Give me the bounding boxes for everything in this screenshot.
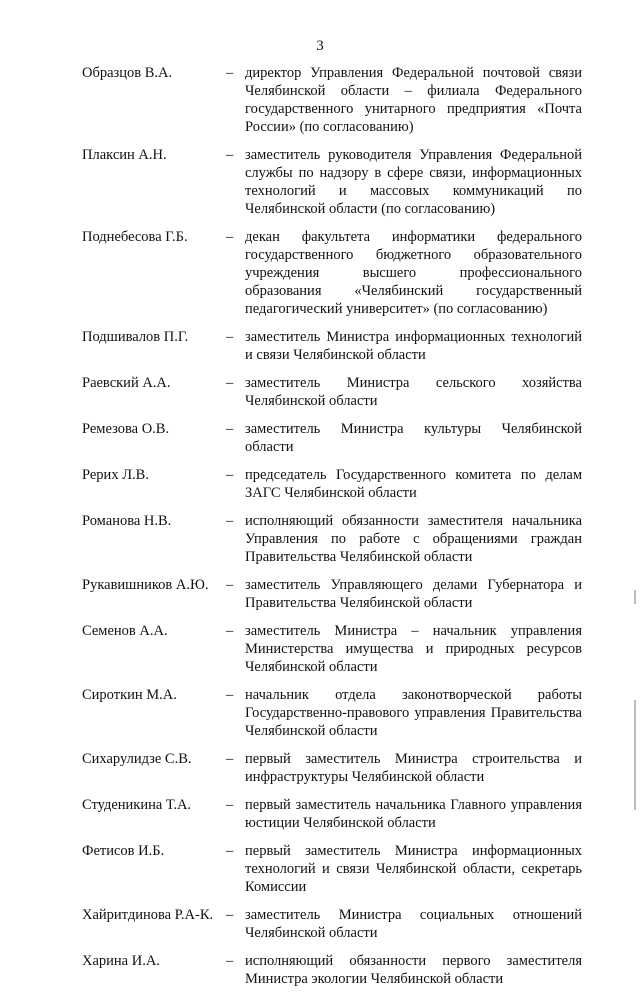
list-item [0,328,640,364]
scan-margin-mark [634,590,636,604]
member-position: заместитель Министра – начальник управления Министерства имущества и природных ресурсов Челябинской области [245,623,582,675]
member-name: Семенов А.А. [82,623,168,639]
member-name: Студеникина Т.А. [82,797,192,813]
member-name: Поднебесова Г.Б. [82,229,188,245]
member-name: Рукавишников А.Ю. [82,577,209,593]
member-position: заместитель Министра социальных отношений Челябинской области [245,907,582,941]
dash-separator: – [226,687,234,703]
dash-separator: – [226,513,234,529]
member-name: Сироткин М.А. [82,687,177,703]
dash-separator: – [226,421,234,437]
list-item [0,228,640,318]
page-number: 3 [316,38,324,54]
member-name: Подшивалов П.Г. [82,329,189,345]
member-name: Сихарулидзе С.В. [82,751,192,767]
member-position: директор Управления Федеральной почтовой связи Челябинской области – филиала Федерального государственного унитарного предприятия «Почта России» (по согласованию) [245,65,582,135]
member-position: первый заместитель Министра информационных технологий и связи Челябинской области, секретарь Комиссии [245,843,582,895]
dash-separator: – [226,797,234,813]
dash-separator: – [226,147,234,163]
list-item [0,420,640,456]
list-item [0,64,640,136]
dash-separator: – [226,329,234,345]
member-name: Образцов В.А. [82,65,173,81]
member-name: Рерих Л.В. [82,467,149,483]
member-name: Плаксин А.Н. [82,147,167,163]
member-position: первый заместитель Министра строительства и инфраструктуры Челябинской области [245,751,582,785]
member-position: заместитель руководителя Управления Федеральной службы по надзору в сфере связи, информационных технологий и массовых коммуникаций по Челябинской области (по согласованию) [245,147,582,217]
dash-separator: – [226,467,234,483]
member-name: Ремезова О.В. [82,421,170,437]
list-item [0,952,640,988]
member-position: заместитель Министра культуры Челябинской области [245,421,582,455]
member-position: начальник отдела законотворческой работы Государственно-правового управления Правительства Челябинской области [245,687,582,739]
member-position: первый заместитель начальника Главного управления юстиции Челябинской области [245,797,582,831]
dash-separator: – [226,65,234,81]
member-position: заместитель Управляющего делами Губернатора и Правительства Челябинской области [245,577,582,611]
list-item [0,750,640,786]
list-item [0,512,640,566]
dash-separator: – [226,623,234,639]
list-item [0,796,640,832]
list-item [0,576,640,612]
dash-separator: – [226,907,234,923]
list-item [0,374,640,410]
member-name: Харина И.А. [82,953,160,969]
list-item [0,842,640,896]
list-item [0,622,640,676]
member-position: заместитель Министра информационных технологий и связи Челябинской области [245,329,582,363]
list-item [0,146,640,218]
member-position: председатель Государственного комитета по делам ЗАГС Челябинской области [245,467,582,501]
member-name: Раевский А.А. [82,375,171,391]
list-item [0,466,640,502]
dash-separator: – [226,751,234,767]
dash-separator: – [226,577,234,593]
dash-separator: – [226,229,234,245]
members-list [0,64,640,998]
member-position: заместитель Министра сельского хозяйства Челябинской области [245,375,582,409]
dash-separator: – [226,843,234,859]
dash-separator: – [226,953,234,969]
member-name: Романова Н.В. [82,513,172,529]
member-position: декан факультета информатики федерального государственного бюджетного образовательного учреждения высшего профессионального образования «Челябинский государственный педагогический университет» (по согласованию) [245,229,582,317]
dash-separator: – [226,375,234,391]
member-name: Хайритдинова Р.А-К. [82,907,214,923]
list-item [0,906,640,942]
member-position: исполняющий обязанности заместителя начальника Управления по работе с обращениями граждан Правительства Челябинской области [245,513,582,565]
member-name: Фетисов И.Б. [82,843,165,859]
scan-margin-mark [634,700,636,810]
list-item [0,686,640,740]
member-position: исполняющий обязанности первого заместителя Министра экологии Челябинской области [245,953,582,987]
